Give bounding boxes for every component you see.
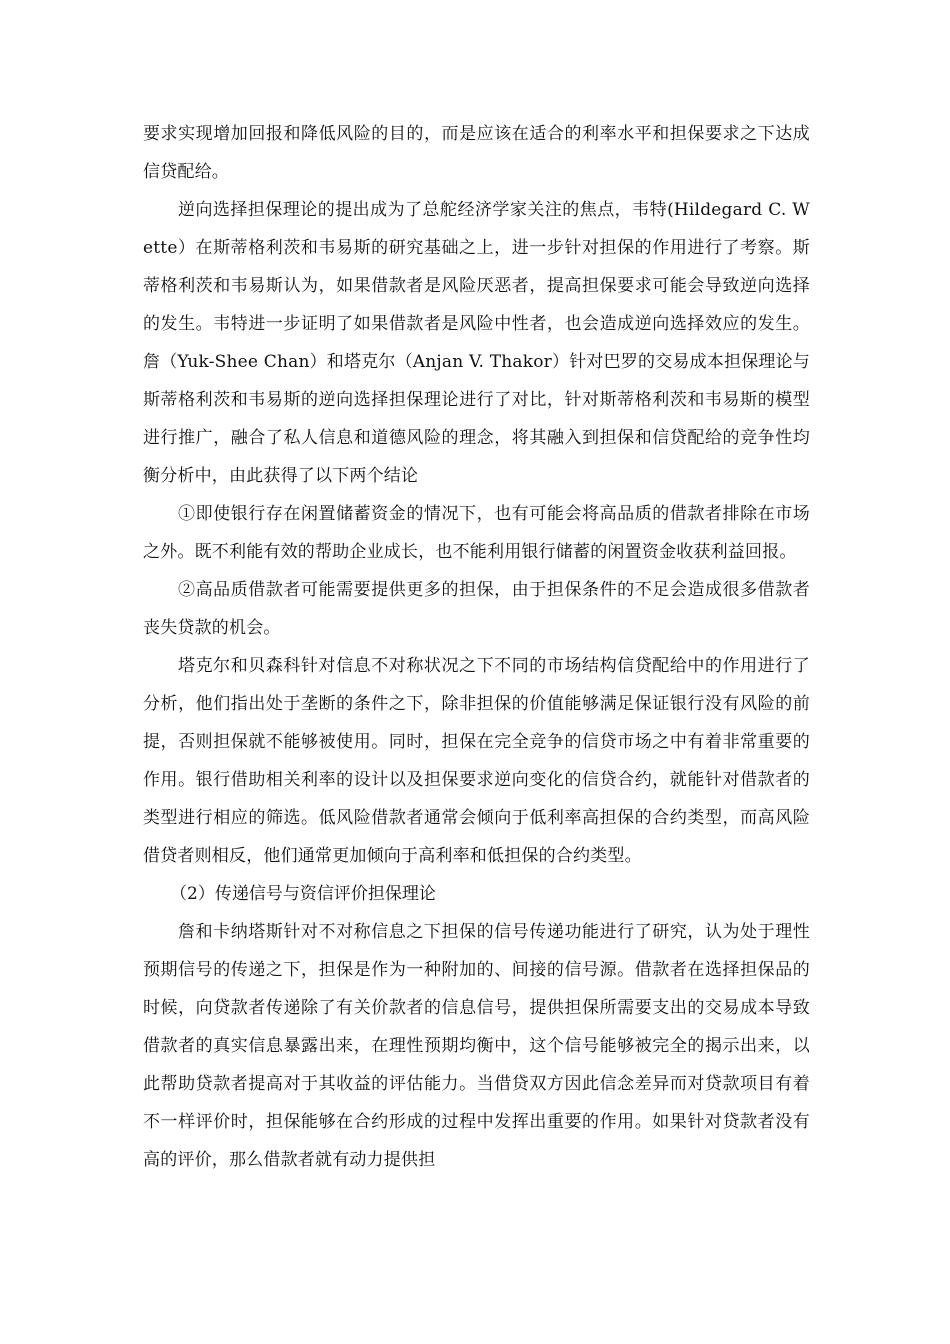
- document-page: [143, 115, 810, 1179]
- paragraph-market-structure: 塔克尔和贝森科针对信息不对称状况之下不同的市场结构信贷配给中的作用进行了分析，他们指出处于垄断的条件之下，除非担保的价值能够满足保证银行没有风险的前提，否则担保就不能够被使用。同时，担保在完全竞争的信贷市场之中有着非常重要的作用。银行借助相关利率的设计以及担保要求逆向变化的信贷合约，就能针对借款者的类型进行相应的筛选。低风险借款者通常会倾向于低利率高担保的合约类型，而高风险借贷者则相反，他们通常更加倾向于高利率和低担保的合约类型。: [143, 656, 810, 866]
- paragraph-continuation: 要求实现增加回报和降低风险的目的，而是应该在适合的利率水平和担保要求之下达成信贷配给。: [143, 124, 810, 182]
- paragraph-signaling-function: 詹和卡纳塔斯针对不对称信息之下担保的信号传递功能进行了研究，认为处于理性预期信号的传递之下，担保是作为一种附加的、间接的信号源。借款者在选择担保品的时候，向贷款者传递除了有关价款者的信息信号，提供担保所需要支出的交易成本导致借款者的真实信息暴露出来，在理性预期均衡中，这个信号能够被完全的揭示出来，以此帮助贷款者提高对于其收益的评估能力。当借贷双方因此信念差异而对贷款项目有着不一样评价时，担保能够在合约形成的过程中发挥出重要的作用。如果针对贷款者没有高的评价，那么借款者就有动力提供担: [143, 922, 810, 1170]
- paragraph-conclusion-2: ②高品质借款者可能需要提供更多的担保，由于担保条件的不足会造成很多借款者丧失贷款的机会。: [143, 580, 810, 638]
- paragraph-conclusion-1: ①即使银行存在闲置储蓄资金的情况下，也有可能会将高品质的借款者排除在市场之外。既不利能有效的帮助企业成长，也不能利用银行储蓄的闲置资金收获利益回报。: [143, 504, 810, 562]
- section-heading-signaling-theory: （2）传递信号与资信评价担保理论: [170, 884, 436, 904]
- paragraph-adverse-selection-theory: 逆向选择担保理论的提出成为了总舵经济学家关注的焦点，韦特(Hildegard C. Wette）在斯蒂格利茨和韦易斯的研究基础之上，进一步针对担保的作用进行了考察。斯蒂格利茨和韦易斯认为，如果借款者是风险厌恶者，提高担保要求可能会导致逆向选择的发生。韦特进一步证明了如果借款者是风险中性者，也会造成逆向选择效应的发生。詹（Yuk-Shee Chan）和塔克尔（Anjan V. Thakor）针对巴罗的交易成本担保理论与斯蒂格利茨和韦易斯的逆向选择担保理论进行了对比，针对斯蒂格利茨和韦易斯的模型进行推广，融合了私人信息和道德风险的理念，将其融入到担保和信贷配给的竞争性均衡分析中，由此获得了以下两个结论: [143, 200, 810, 486]
